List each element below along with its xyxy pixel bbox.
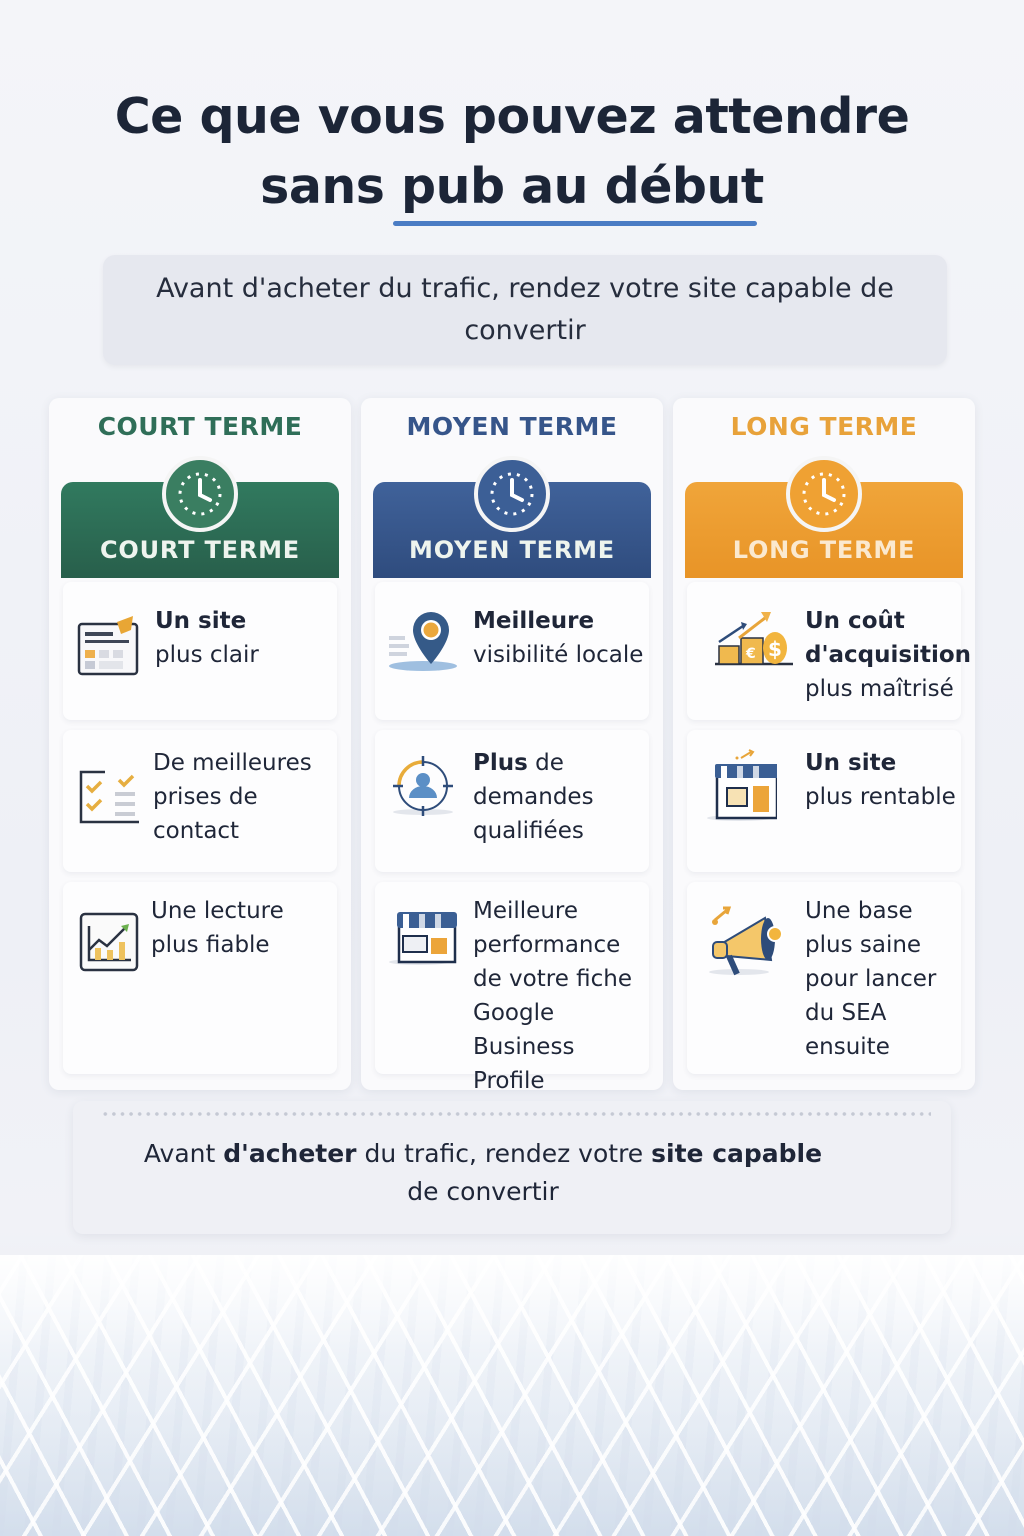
benefit-text xyxy=(473,604,645,672)
subtitle-text: Avant d'acheter du trafic, rendez votre site capable de convertir xyxy=(156,273,894,346)
benefit-card xyxy=(687,582,972,720)
benefit-card xyxy=(687,882,961,1074)
clock-icon xyxy=(786,456,862,532)
growth-chart-icon xyxy=(75,908,143,976)
footer-text xyxy=(73,1135,893,1211)
target-user-icon xyxy=(389,752,457,820)
column-label: LONG TERME xyxy=(730,412,918,441)
column-label: MOYEN TERME xyxy=(406,412,618,441)
benefit-text: Une lecture plus fiable xyxy=(151,898,284,958)
benefit-rest: plus rentable xyxy=(805,784,956,810)
benefit-card xyxy=(63,582,337,720)
svg-text:$: $ xyxy=(768,637,782,661)
clock-icon xyxy=(162,456,238,532)
benefit-rest: plus maîtrisé xyxy=(805,676,954,702)
shop-icon xyxy=(705,748,777,824)
benefit-card xyxy=(63,730,337,872)
benefit-text: Meilleure performance de votre fiche Google Business Profile xyxy=(473,898,633,1094)
title-line-1: Ce que vous pouvez attendre xyxy=(114,88,910,145)
footer-part-3: de convertir xyxy=(407,1177,559,1206)
storefront-icon xyxy=(389,906,457,974)
footer-bold-2: site capable xyxy=(651,1139,823,1168)
benefit-bold: Un site xyxy=(805,750,897,776)
benefit-text xyxy=(805,604,972,706)
megaphone-icon xyxy=(701,900,789,980)
benefit-rest: de demandes qualifiées xyxy=(473,750,594,844)
subtitle-box xyxy=(103,255,947,365)
page-title xyxy=(0,82,1024,222)
money-growth-icon xyxy=(713,608,797,676)
benefit-text: De meilleures prises de contact xyxy=(153,750,312,844)
benefit-rest: plus clair xyxy=(155,642,259,668)
benefit-text xyxy=(155,604,333,672)
title-line-2: sans pub au début xyxy=(260,158,764,215)
benefit-card xyxy=(687,730,961,872)
benefit-text: Une base plus saine pour lancer du SEA ensuite xyxy=(805,898,937,1060)
benefit-card xyxy=(63,882,337,1074)
benefit-text xyxy=(473,746,645,848)
dotted-divider xyxy=(101,1112,931,1116)
benefit-bold: Un site xyxy=(155,608,247,634)
benefit-card xyxy=(375,882,649,1094)
benefit-bold: Plus xyxy=(473,750,528,776)
footer-part-2: du trafic, rendez votre xyxy=(356,1139,652,1168)
column-label: COURT TERME xyxy=(97,412,303,441)
benefit-card xyxy=(375,730,649,872)
column-short-term xyxy=(49,398,351,1090)
band-label: COURT TERME xyxy=(100,536,300,564)
benefit-bold: Un coût d'acquisition xyxy=(805,608,972,668)
checklist-icon xyxy=(75,766,143,834)
footer-bold-1: d'acheter xyxy=(223,1139,357,1168)
column-medium-term xyxy=(361,398,663,1094)
clock-icon xyxy=(474,456,550,532)
city-map-background xyxy=(0,1255,1024,1536)
footer-callout xyxy=(73,1101,951,1234)
benefit-card xyxy=(375,582,649,720)
location-pin-icon xyxy=(383,608,461,676)
benefit-text xyxy=(805,746,957,814)
benefit-rest: visibilité locale xyxy=(473,642,644,668)
title-underline xyxy=(393,221,757,226)
band-label: MOYEN TERME xyxy=(409,536,615,564)
band-label: LONG TERME xyxy=(732,536,916,564)
webpage-layout-icon xyxy=(75,612,143,680)
benefit-bold: Meilleure xyxy=(473,608,595,634)
footer-part-1: Avant xyxy=(143,1139,224,1168)
svg-text:€: € xyxy=(746,646,756,662)
column-long-term xyxy=(673,398,975,1090)
